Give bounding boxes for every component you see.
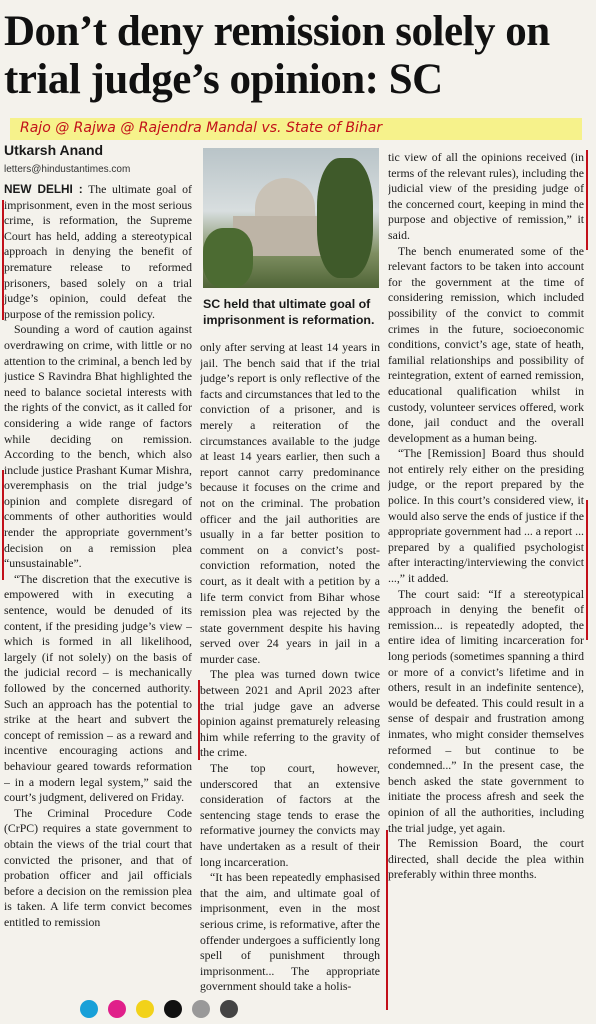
paragraph: The bench enumerated some of the relevant factors to be taken into account for the government at the time of considering remission, which included possibility of the convict to commit crimes in the future, socioeconomic conditions, convict’s age, state of heath, familial relationships and possibility of reintegration, extent of earned remission, educational qualification whilst in custody, volunteer services offered, work done, jail conduct and the overall development as a human being. <box>388 243 584 445</box>
paragraph: only after serving at least 14 years in jail. The bench said that if the trial judge’s report is only reflective of the facts and circumstances that led to the conviction of a prisoner, and is merely a reiteration of the circumstances available to the judge at least 14 years earlier, then such a report cannot carry predominance because it focuses on the crime and not on the criminal. The probation officer and the jail authorities are usually in a far better position to comment on a convict’s post-conviction reformation, noted the court, as it dealt with a petition by a life term convict from Bihar whose remission plea was rejected by the state government despite his having served over 24 years in jail in a murder case. <box>200 340 380 666</box>
article-column-3 <box>388 150 584 1010</box>
swatch <box>80 1000 98 1018</box>
photo-caption: SC held that ultimate goal of imprisonment is reformation. <box>203 297 375 327</box>
paragraph-text: The ultimate goal of imprisonment, even in the most serious crime, is reformation, the Supreme Court has held, adding a stereotypical approach in denying the benefit of premature release to reformed prisoners, based solely on a trial judge’s opinion, could defeat the purpose of the remission policy. <box>4 182 192 321</box>
byline: Utkarsh Anand <box>4 142 104 158</box>
photo-tree <box>317 158 373 278</box>
headline: Don’t deny remission solely on trial judge’s opinion: SC <box>4 8 550 103</box>
paragraph: “The discretion that the executive is empowered with in executing a sentence, would be denuded of its content, if the presiding judge’s view – which is formed in all likelihood, largely (if not solely) on the basis of the judicial record – is mechanically followed by the concerned authority. Such an approach has the potential to strike at the heart and subvert the concept of remission – as a reward and incentive encouraging actions and behaviour geared towards reformation – in a modern legal system,” said the court’s judgment, delivered on Friday. <box>4 571 192 805</box>
paragraph: The top court, however, underscored that an extensive consideration of factors at the sentencing stage tends to erase the reformative journey the convicts may have undertaken as a result of their long incarceration. <box>200 761 380 869</box>
handwritten-case-note: Rajo @ Rajwa @ Rajendra Mandal vs. State of Bihar <box>20 120 383 136</box>
paragraph: The court said: “If a stereotypical approach in denying the benefit of remission... is repeatedly adopted, the entire idea of limiting incarceration for long periods (sometimes spanning a third or more of a convict’s lifetime and in others, result in an indefinite sentence), would be defeated. This could result in a sense of despair and frustration among inmates, who might consider themselves reformed – but continue to be condemned...” In the present case, the bench asked the state government to initiate the process afresh and seek the opinion of all the authorities, including the trial judge, yet again. <box>388 586 584 835</box>
photo-tree <box>203 228 253 288</box>
annotation-margin-line <box>586 150 588 250</box>
paragraph: Sounding a word of caution against overdrawing on crime, with little or no attention to the criminal, a bench led by justice S Ravindra Bhat highlighted the need to balance societal interests with the rights of the convict, as it called for considering a wide range of factors while deciding on remission. According to the bench, which also include justice Prashant Kumar Mishra, overemphasis on the trial judge’s opinion and complete disregard of comments of other authorities would render the appropriate government’s decision on a remission plea “unsustainable”. <box>4 322 192 571</box>
dateline: NEW DELHI : <box>4 182 83 196</box>
swatch <box>136 1000 154 1018</box>
swatch <box>108 1000 126 1018</box>
byline-email: letters@hindustantimes.com <box>4 164 131 175</box>
print-color-swatches <box>80 1000 238 1022</box>
paragraph: “The [Remission] Board thus should not entirely rely either on the presiding judge, or the report prepared by the police. In this court’s considered view, it would also serve the ends of justice if the appropriate government had ... a report ... prepared by a qualified psychologist after interacting/interviewing the convict ...,” it added. <box>388 446 584 586</box>
paragraph: The Remission Board, the court directed, shall decide the plea within preferably within three months. <box>388 836 584 882</box>
annotation-margin-line <box>586 500 588 640</box>
photo-dome <box>255 178 315 218</box>
swatch <box>220 1000 238 1018</box>
annotation-margin-line <box>386 830 388 1010</box>
supreme-court-photo <box>203 148 379 288</box>
article-column-1 <box>4 182 192 1007</box>
paragraph: The plea was turned down twice between 2021 and April 2023 after the trial judge gave an adverse opinion against prematurely releasing him while referring to the gravity of the crime. <box>200 667 380 760</box>
annotation-margin-line <box>2 470 4 580</box>
paragraph: tic view of all the opinions received (in terms of the relevant rules), including the judicial view of the presiding judge of the concerned court, keeping in mind the purpose and objective of remission,” it said. <box>388 150 584 242</box>
annotation-margin-line <box>198 680 200 760</box>
annotation-margin-line <box>2 200 4 320</box>
swatch <box>164 1000 182 1018</box>
swatch <box>192 1000 210 1018</box>
paragraph <box>4 182 192 322</box>
paragraph: “It has been repeatedly emphasised that the aim, and ultimate goal of imprisonment, even in the most serious crime, is reformative, after the offender undergoes a sufficiently long spell of punishment through imprisonment... The appropriate government should take a holis- <box>200 870 380 994</box>
article-column-2 <box>200 340 380 1007</box>
paragraph: The Criminal Procedure Code (CrPC) requires a state government to obtain the views of the trial court that convicted the prisoner, and that of probation officer and jail officials before a decision on the remission plea is taken. A life term convict becomes entitled to remission <box>4 805 192 929</box>
